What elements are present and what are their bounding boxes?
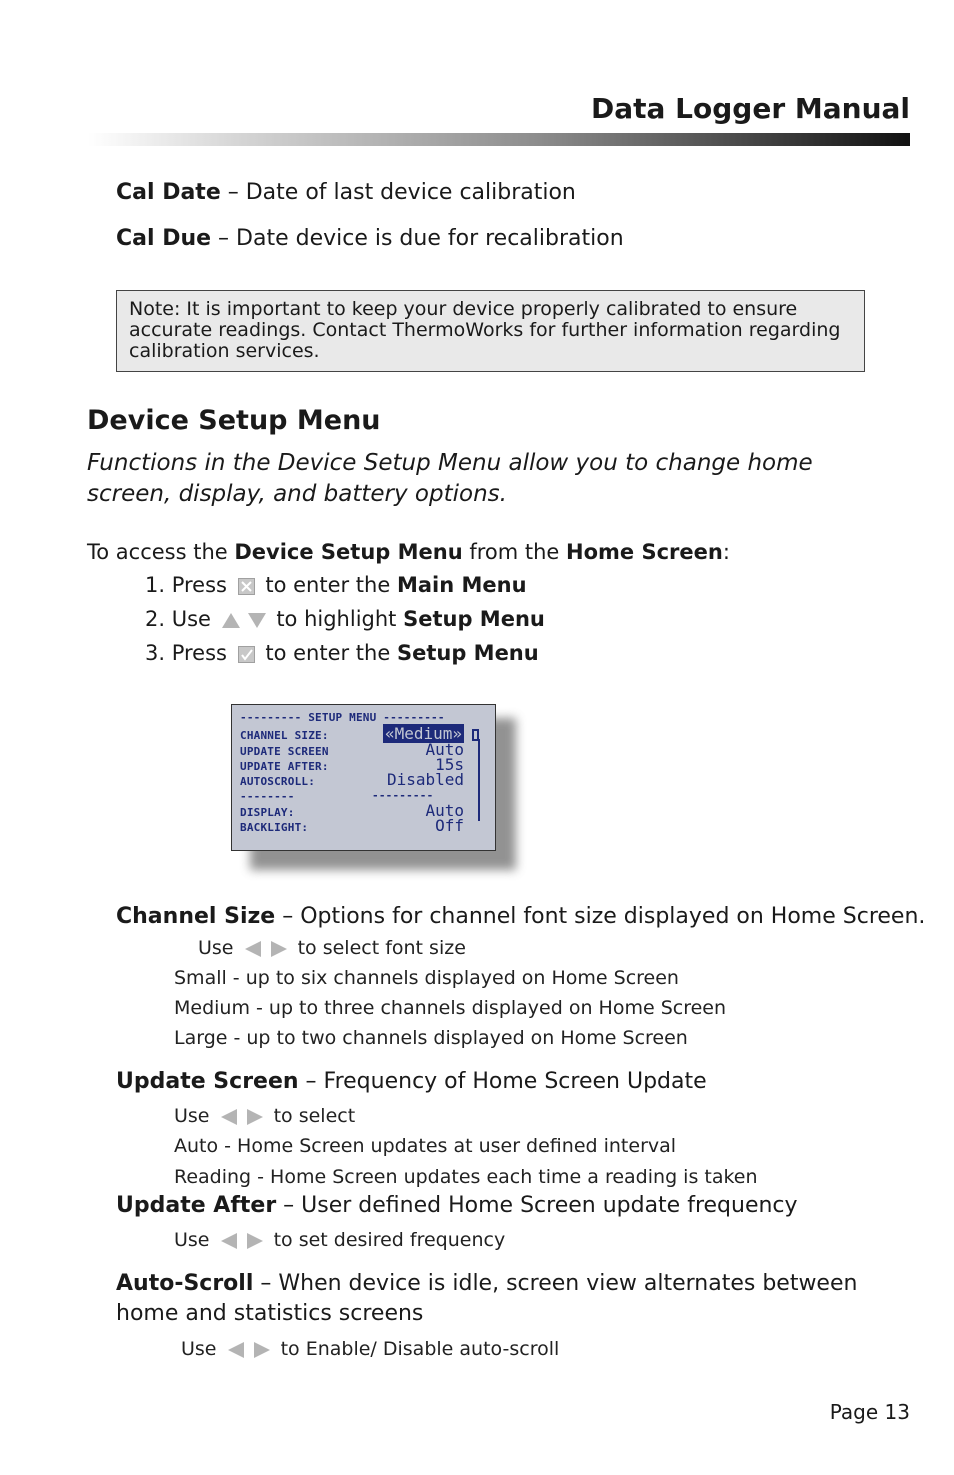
lcd-label: -------- bbox=[240, 790, 295, 803]
auto-scroll-definition-line2: home and statistics screens bbox=[116, 1301, 424, 1326]
lcd-value: Auto bbox=[425, 740, 464, 759]
lcd-label: UPDATE SCREEN bbox=[240, 745, 329, 758]
access-prefix: To access the bbox=[87, 540, 235, 564]
update-screen-use bbox=[174, 1105, 355, 1127]
definition-desc: – When device is idle, screen view alternates between bbox=[253, 1271, 858, 1296]
use-post: to Enable/ Disable auto-scroll bbox=[280, 1338, 560, 1360]
access-screen-name: Home Screen bbox=[566, 540, 723, 564]
header-gradient-rule bbox=[88, 133, 910, 146]
step-pre: 2. Use bbox=[145, 607, 211, 631]
step-target: Setup Menu bbox=[396, 641, 539, 665]
auto-scroll-use bbox=[181, 1338, 559, 1360]
step-3 bbox=[145, 641, 539, 665]
option-line: Small - up to six channels displayed on Home Screen bbox=[174, 967, 679, 989]
section-title: Device Setup Menu bbox=[87, 405, 381, 436]
right-arrow-icon bbox=[252, 1341, 272, 1359]
access-instructions bbox=[87, 540, 730, 564]
definition-desc: – Date device is due for recalibration bbox=[211, 226, 624, 251]
lcd-header: --------- SETUP MENU --------- bbox=[240, 711, 445, 724]
definition-desc: – Date of last device calibration bbox=[220, 180, 576, 205]
right-arrow-icon bbox=[245, 1108, 265, 1126]
left-arrow-icon bbox=[226, 1341, 246, 1359]
step-1 bbox=[145, 573, 527, 597]
update-screen-definition bbox=[116, 1069, 707, 1094]
update-after-definition bbox=[116, 1193, 798, 1218]
step-pre: 3. Press bbox=[145, 641, 227, 665]
step-mid: to enter the bbox=[265, 641, 391, 665]
use-post: to select bbox=[273, 1105, 356, 1127]
up-arrow-icon bbox=[221, 611, 241, 629]
use-pre: Use bbox=[174, 1229, 210, 1251]
definition-term: Update After bbox=[116, 1193, 277, 1218]
down-arrow-icon bbox=[247, 611, 267, 629]
option-line: Reading - Home Screen updates each time a reading is taken bbox=[174, 1166, 758, 1188]
step-target: Main Menu bbox=[396, 573, 527, 597]
definition-term: Cal Due bbox=[116, 226, 212, 251]
auto-scroll-definition bbox=[116, 1271, 857, 1296]
step-mid: to highlight bbox=[276, 607, 397, 631]
definition-desc: – Frequency of Home Screen Update bbox=[298, 1069, 707, 1094]
lcd-value: --------- bbox=[372, 789, 434, 802]
use-pre: Use bbox=[181, 1338, 217, 1360]
note-box bbox=[116, 290, 865, 372]
manual-title: Data Logger Manual bbox=[591, 92, 910, 125]
lcd-highlight-value: «Medium» bbox=[384, 724, 462, 743]
x-key-icon bbox=[238, 578, 255, 595]
lcd-label: CHANNEL SIZE: bbox=[240, 729, 329, 742]
left-arrow-icon bbox=[219, 1232, 239, 1250]
definition-cal-due bbox=[116, 226, 624, 251]
lcd-value: 15s bbox=[435, 755, 464, 774]
access-mid: from the bbox=[462, 540, 567, 564]
option-line: Large - up to two channels displayed on Home Screen bbox=[174, 1027, 688, 1049]
step-target: Setup Menu bbox=[403, 607, 545, 631]
right-arrow-icon bbox=[269, 940, 289, 958]
definition-term: Cal Date bbox=[116, 180, 221, 205]
lcd-value: Off bbox=[435, 816, 464, 835]
definition-term: Auto-Scroll bbox=[116, 1271, 254, 1296]
note-text: Note: It is important to keep your device properly calibrated to ensure accurate readings. Contact ThermoWorks for further information regarding calibration services. bbox=[129, 298, 841, 362]
step-pre: 1. Press bbox=[145, 573, 227, 597]
use-post: to select font size bbox=[297, 937, 466, 959]
update-after-use bbox=[174, 1229, 505, 1251]
step-mid: to enter the bbox=[265, 573, 391, 597]
lcd-label: AUTOSCROLL: bbox=[240, 775, 316, 788]
option-line: Auto - Home Screen updates at user defined interval bbox=[174, 1135, 677, 1157]
left-arrow-icon bbox=[219, 1108, 239, 1126]
definition-term: Update Screen bbox=[116, 1069, 299, 1094]
definition-desc: – User defined Home Screen update frequency bbox=[276, 1193, 798, 1218]
check-key-icon bbox=[238, 646, 255, 663]
lcd-value: Auto bbox=[425, 801, 464, 820]
step-2 bbox=[145, 607, 545, 631]
channel-size-use bbox=[198, 937, 466, 959]
section-intro: Functions in the Device Setup Menu allow you to change home screen, display, and battery options. bbox=[87, 450, 813, 507]
page-number: Page 13 bbox=[829, 1400, 910, 1424]
channel-size-definition bbox=[116, 904, 925, 929]
definition-cal-date bbox=[116, 180, 576, 205]
lcd-value: Disabled bbox=[386, 770, 464, 789]
definition-term: Channel Size bbox=[116, 904, 276, 929]
lcd-scrollbar-thumb bbox=[472, 729, 479, 741]
lcd-label: DISPLAY: bbox=[240, 806, 295, 819]
setup-menu-lcd bbox=[231, 704, 496, 851]
left-arrow-icon bbox=[243, 940, 263, 958]
option-line: Medium - up to three channels displayed on Home Screen bbox=[174, 997, 727, 1019]
right-arrow-icon bbox=[245, 1232, 265, 1250]
use-post: to set desired frequency bbox=[273, 1229, 506, 1251]
lcd-scrollbar-track bbox=[478, 739, 480, 821]
access-suffix: : bbox=[722, 540, 730, 564]
use-pre: Use bbox=[174, 1105, 210, 1127]
lcd-label: BACKLIGHT: bbox=[240, 821, 309, 834]
use-pre: Use bbox=[198, 937, 234, 959]
definition-desc: – Options for channel font size displayed on Home Screen. bbox=[275, 904, 926, 929]
access-menu-name: Device Setup Menu bbox=[234, 540, 463, 564]
lcd-label: UPDATE AFTER: bbox=[240, 760, 329, 773]
